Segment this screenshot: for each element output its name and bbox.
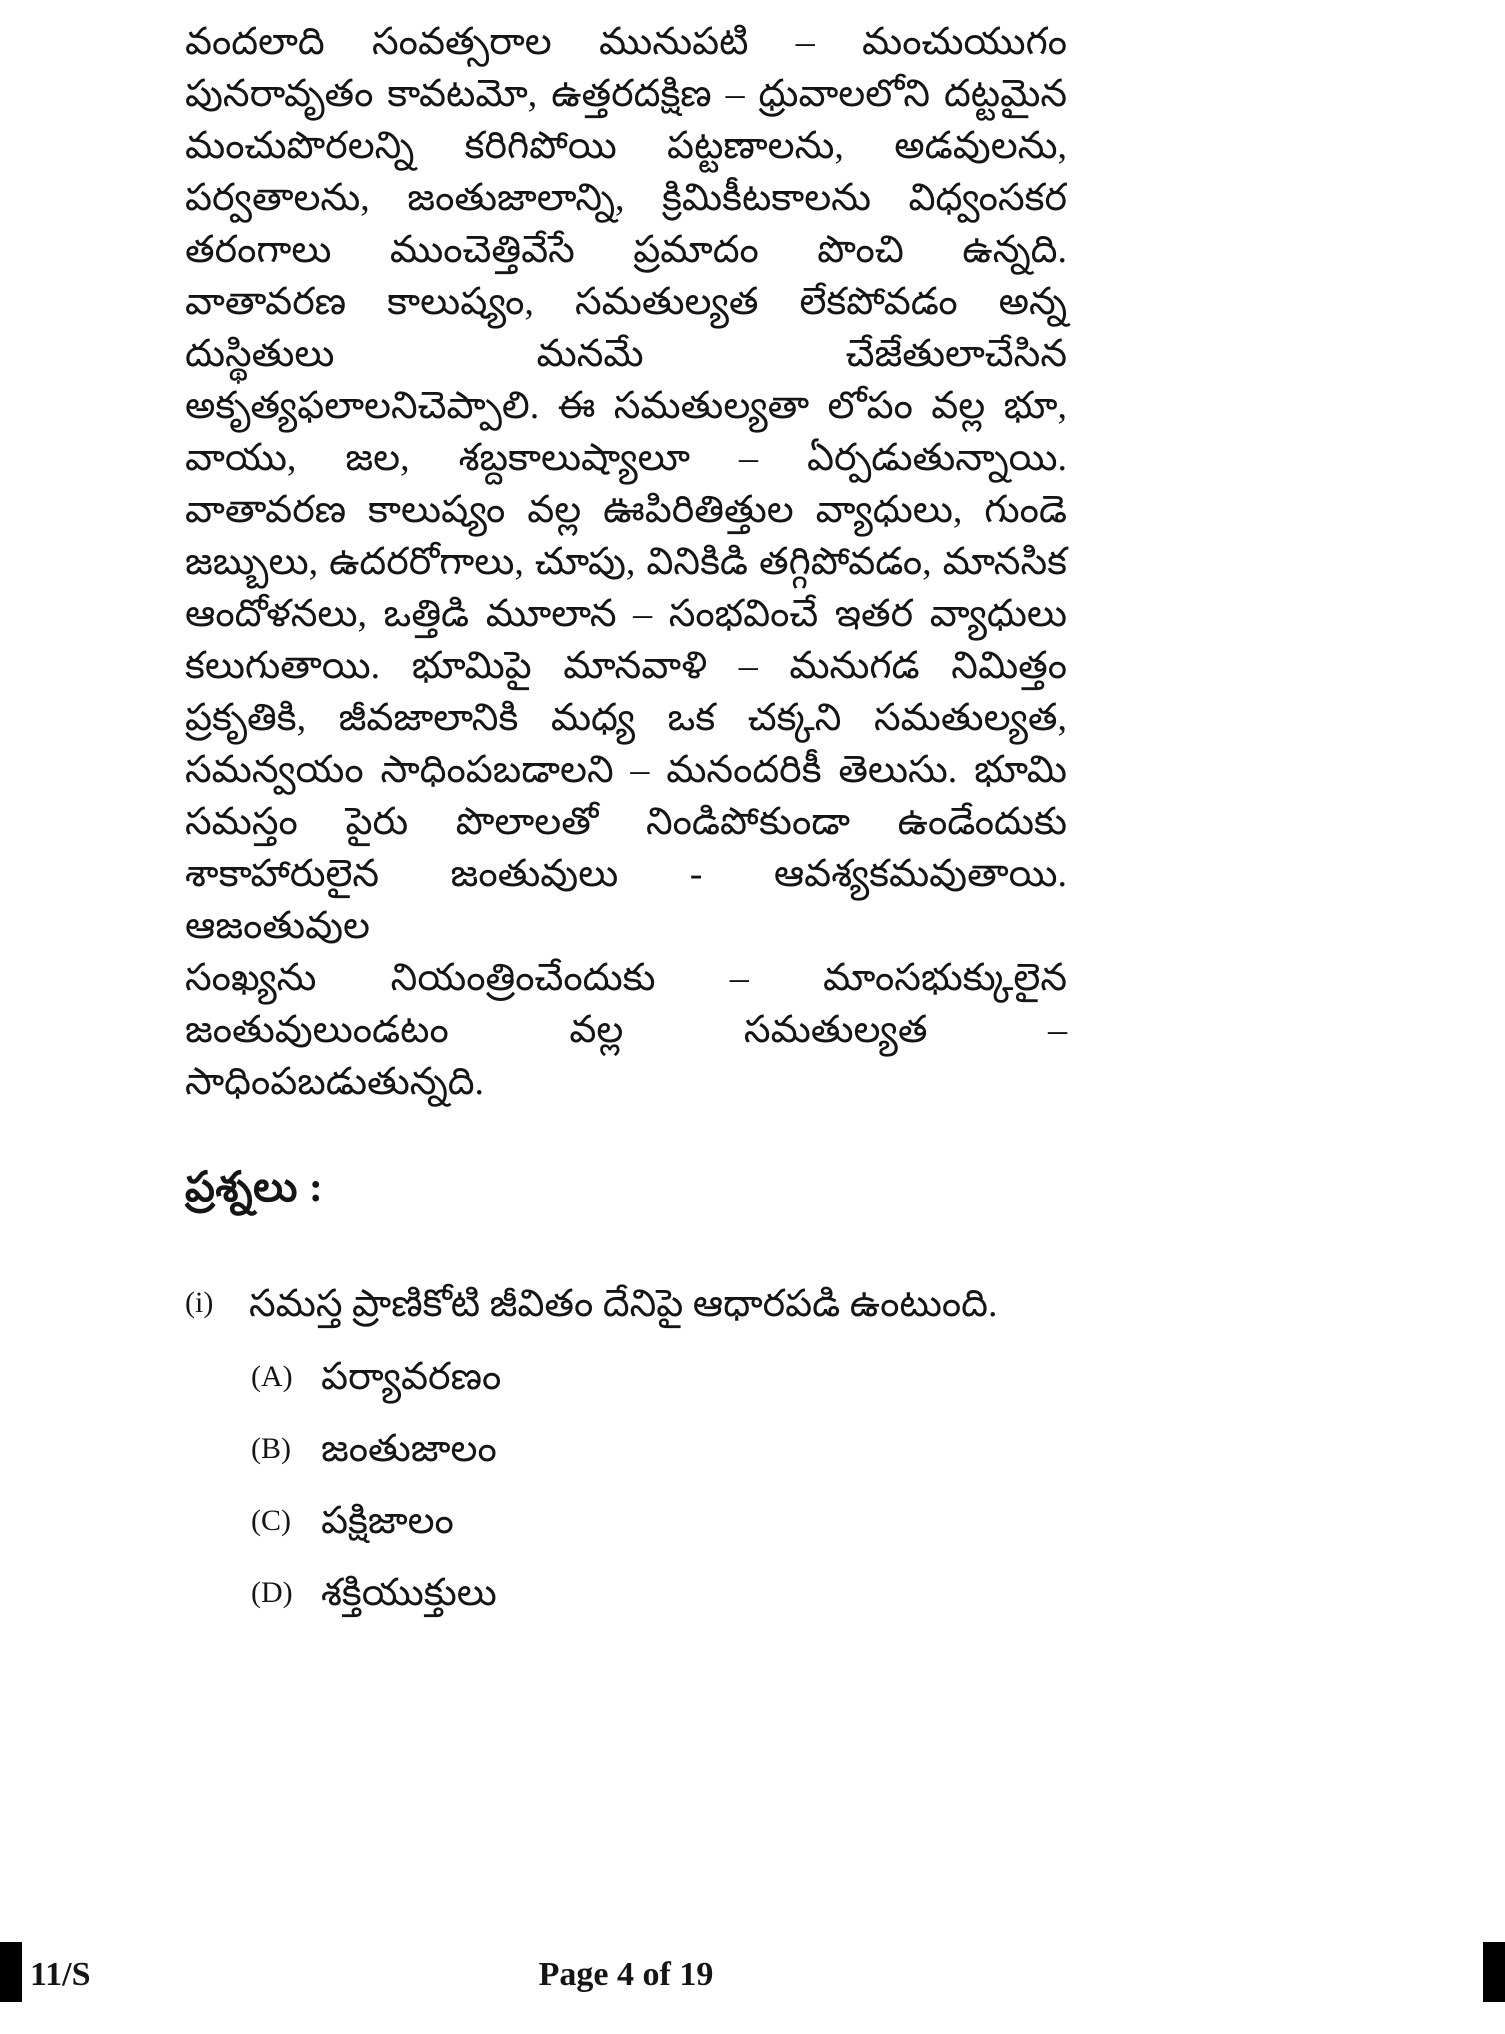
passage-line: సాధింపబడుతున్నది. — [185, 1061, 485, 1103]
passage-line: వందలాది సంవత్సరాల మునుపటి – మంచుయుగం — [185, 21, 1067, 63]
option-b-label: (B) — [251, 1432, 291, 1465]
passage-line: వాతావరణ కాలుష్యం, సమతుల్యత లేకపోవడం అన్న — [185, 281, 1067, 323]
passage-line: జంతువులుండటం వల్ల సమతుల్యత – — [185, 1009, 1067, 1051]
passage-line: కలుగుతాయి. భూమిపై మానవాళి – మనుగడ నిమిత్తం — [185, 645, 1067, 687]
option-a — [251, 1352, 1067, 1402]
passage-line: ఆందోళనలు, ఒత్తిడి మూలాన – సంభవించే ఇతర వ్యాధులు — [185, 593, 1067, 635]
question-text: సమస్త ప్రాణికోటి జీవితం దేనిపై ఆధారపడి ఉంటుంది. — [249, 1283, 998, 1325]
question-item-i — [185, 1278, 1067, 1330]
option-d-text: శక్తియుక్తులు — [321, 1572, 497, 1614]
option-a-label: (A) — [251, 1360, 293, 1393]
option-c — [251, 1496, 1067, 1546]
option-d-label: (D) — [251, 1576, 293, 1609]
passage-line: జబ్బులు, ఉదరరోగాలు, చూపు, వినికిడి తగ్గిపోవడం, మానసిక — [185, 541, 1067, 583]
paper-code: 11/S — [30, 1956, 91, 1993]
passage-line: వాతావరణ కాలుష్యం వల్ల ఊపిరితిత్తుల వ్యాధులు, గుండె — [185, 489, 1067, 531]
passage-line: పునరావృతం కావటమో, ఉత్తరదక్షిణ – ధ్రువాలలోని దట్టమైన — [185, 73, 1067, 115]
passage-line: తరంగాలు ముంచెత్తివేసే ప్రమాదం పొంచి ఉన్నది. — [185, 229, 1067, 271]
option-a-text: పర్యావరణం — [321, 1356, 502, 1398]
page-number: Page 4 of 19 — [538, 1956, 714, 1993]
passage-line: శాకాహారులైన జంతువులు - ఆవశ్యకమవుతాయి. ఆజంతువుల — [185, 853, 1067, 947]
question-number: (i) — [185, 1286, 214, 1319]
passage-line: అకృత్యఫలాలనిచెప్పాలి. ఈ సమతుల్యతా లోపం వల్ల భూ, — [185, 385, 1067, 427]
options-list — [185, 1352, 1067, 1618]
passage-line: సంఖ్యను నియంత్రించేందుకు – మాంసభుక్కులైన — [185, 957, 1067, 999]
passage-line: సమన్వయం సాధింపబడాలని – మనందరికీ తెలుసు. భూమి — [185, 749, 1067, 791]
passage-line: ప్రకృతికి, జీవజాలానికి మధ్య ఒక చక్కని సమతుల్యత, — [185, 697, 1067, 739]
print-registration-mark-left — [0, 1942, 22, 2002]
print-registration-mark-right — [1483, 1942, 1505, 2002]
page-content — [185, 16, 1067, 1618]
option-b-text: జంతుజాలం — [321, 1428, 497, 1470]
option-c-text: పక్షిజాలం — [321, 1500, 454, 1542]
passage-line: మంచుపొరలన్ని కరిగిపోయి పట్టణాలను, అడవులను, — [185, 125, 1067, 167]
option-d — [251, 1568, 1067, 1618]
option-c-label: (C) — [251, 1504, 291, 1537]
passage-line: పర్వతాలను, జంతుజాలాన్ని, క్రిమికీటకాలను విధ్వంసకర — [185, 177, 1067, 219]
questions-heading: ప్రశ్నలు : — [185, 1165, 324, 1211]
passage-line: వాయు, జల, శబ్దకాలుష్యాలూ – ఏర్పడుతున్నాయి. — [185, 437, 1067, 479]
option-b — [251, 1424, 1067, 1474]
reading-passage — [185, 16, 1067, 1108]
passage-line: దుస్థితులు మనమే చేజేతులాచేసిన — [185, 333, 1067, 375]
passage-line: సమస్తం పైరు పొలాలతో నిండిపోకుండా ఉండేందుకు — [185, 801, 1067, 843]
